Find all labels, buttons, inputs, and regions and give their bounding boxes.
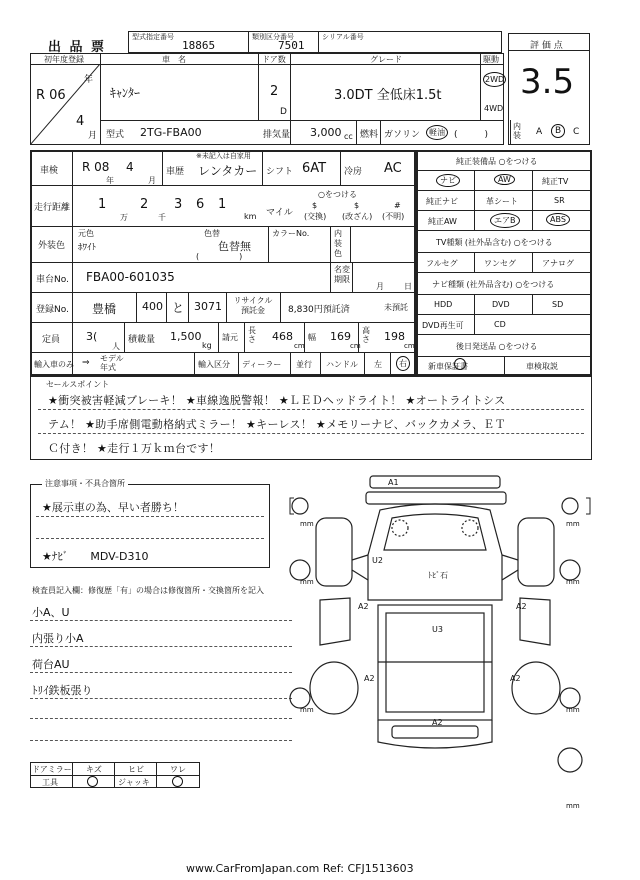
notes-line-1: ★展示車の為、早い者勝ち！ xyxy=(42,501,184,514)
first-reg-label: 初年度登録 xyxy=(44,55,84,64)
import-dealer: ディーラー xyxy=(242,360,282,369)
sales-line-2: テム！ ★助手席側電動格納式ミラー！ ★キーレス！ ★メモリーナビ、バックカメラ、ＥＴ xyxy=(48,418,506,431)
year-suffix: 年 xyxy=(84,75,94,85)
color-label: 外装色 xyxy=(38,241,66,251)
mileage-digit-4: 6 xyxy=(196,197,205,212)
sales-line-1: ★衝突被害軽減ブレーキ！ ★車線逸脱警報！ ★ＬＥＤヘッドライト！ ★オートライトシス xyxy=(48,394,506,407)
car-damage-diagram xyxy=(280,470,600,820)
seiken-label: 請元 xyxy=(222,333,238,342)
navi-hdd: HDD xyxy=(434,300,453,309)
capacity-label: 定員 xyxy=(42,335,61,345)
reg-label: 登録No. xyxy=(36,305,69,315)
handle-label: ハンドル xyxy=(326,360,358,369)
reg-number: 3071 xyxy=(194,300,222,313)
dvd-play-label: DVD再生可 xyxy=(422,321,464,330)
model-code: 2TG-FBA00 xyxy=(140,126,202,139)
length-value: 468 xyxy=(272,330,293,343)
tv-oneseg: ワンセグ xyxy=(484,259,516,268)
interior-b-circled: B xyxy=(551,124,565,138)
import-class-label: 輸入区分 xyxy=(198,360,230,369)
name-change-day: 日 xyxy=(404,282,412,291)
legend-tools: 工具 xyxy=(42,778,58,787)
damage-a2-right: A2 xyxy=(516,602,527,611)
later-header: 後日発送品 ○をつける xyxy=(456,342,538,351)
tread-rr-mm: mm xyxy=(566,706,580,714)
equip-leather: 革シート xyxy=(486,197,518,206)
inspection-year-suffix: 年 xyxy=(106,176,114,185)
inspection-month: 4 xyxy=(126,160,134,174)
original-color: ﾎﾜｲﾄ xyxy=(78,243,97,253)
grade-value: 3.0DT 全低床1.5t xyxy=(334,88,442,103)
legend-door-mirror: ドアミラー xyxy=(32,765,72,774)
inspector-entry-4: ﾄﾘｲ鉄板張り xyxy=(32,684,93,697)
model-cert-label: 型式指定番号 xyxy=(132,33,174,41)
mileage-digit-2: 2 xyxy=(140,197,149,212)
score-value: 3.5 xyxy=(520,62,575,102)
sheet-title: 出 品 票 xyxy=(48,40,107,55)
ac-label: 冷房 xyxy=(344,167,363,177)
drive-4wd: 4WD xyxy=(484,104,504,113)
height-value: 198 xyxy=(384,330,405,343)
navi-dvd: DVD xyxy=(492,300,510,309)
height-unit: cm xyxy=(404,342,415,350)
chassis-number: FBA00-601035 xyxy=(86,270,175,284)
later-warranty: 新車保証書 xyxy=(428,362,468,371)
car-name-label: 車 名 xyxy=(162,55,186,64)
inspection-label: 車検 xyxy=(40,166,59,176)
model-label: 型式 xyxy=(106,130,125,140)
recycle-none: 未預託 xyxy=(384,303,408,312)
car-name: ｷｬﾝﾀｰ xyxy=(110,86,141,100)
fuel-label: 燃料 xyxy=(360,130,379,140)
mile-label: マイル xyxy=(266,208,293,218)
tamper-symbol: $ xyxy=(354,201,360,210)
tv-analog: アナログ xyxy=(542,259,574,268)
door-suffix: D xyxy=(280,107,287,117)
legend-scratch: キズ xyxy=(86,765,102,774)
interior-c: C xyxy=(573,127,580,137)
damage-a2-rear: A2 xyxy=(432,718,443,727)
equip-sunroof: SR xyxy=(554,196,565,205)
inspection-era: R 08 xyxy=(82,160,110,174)
fuel-other: ( ) xyxy=(454,130,489,140)
disp-label: 排気量 xyxy=(263,130,291,140)
class-label: 類別区分番号 xyxy=(252,33,294,41)
unknown-label: (不明) xyxy=(382,212,405,221)
inspector-label: 検査員記入欄：修復歴「有」の場合は修復箇所・交換箇所を記入 xyxy=(32,586,264,595)
month-suffix: 月 xyxy=(88,131,98,141)
capacity-unit: 人 xyxy=(112,342,120,351)
navi-cd: CD xyxy=(494,320,506,329)
fuel-diesel-circled: 軽油 xyxy=(426,125,448,140)
import-arrow: ⇒ xyxy=(82,358,90,368)
drive-2wd-circled: 2WD xyxy=(483,72,506,87)
usage-note: ※未記入は自家用 xyxy=(196,152,251,160)
doors-value: 2 xyxy=(270,84,279,99)
equip-aw-circled: AW xyxy=(494,174,515,185)
color-change-label: 色替 xyxy=(204,229,220,238)
length-unit: cm xyxy=(294,342,305,350)
length-label: 長さ xyxy=(248,326,256,344)
handle-left: 左 xyxy=(374,360,382,369)
name-change-month: 月 xyxy=(376,282,384,291)
mileage-km: km xyxy=(244,212,257,221)
tv-header: TV種類 (社外品含む) ○をつける xyxy=(436,238,553,247)
inspector-entry-2: 内張り小A xyxy=(32,632,84,645)
first-reg-month: 4 xyxy=(76,114,85,129)
handle-right-circled: 右 xyxy=(396,356,410,371)
mileage-digit-1: 1 xyxy=(98,197,107,212)
usage-value: レンタカー xyxy=(198,164,258,178)
ac-value: AC xyxy=(384,161,402,176)
mileage-label: 走行距離 xyxy=(34,203,71,213)
shift-value: 6AT xyxy=(302,161,327,176)
equip-tv: 純正TV xyxy=(542,177,569,186)
chassis-label: 車台No. xyxy=(36,275,69,285)
import-parallel: 並行 xyxy=(296,360,312,369)
drive-label: 駆動 xyxy=(483,55,499,64)
height-label: 高さ xyxy=(362,326,370,344)
damage-u3: U3 xyxy=(432,625,443,634)
sales-line-3: Ｃ付き！ ★走行１万ｋｍ台です！ xyxy=(48,442,221,455)
equip-navi-circled: ナビ xyxy=(436,174,460,187)
footer-watermark: www.CarFromJapan.com Ref: CFJ1513603 xyxy=(186,862,414,875)
first-reg-era: R 06 xyxy=(36,88,66,103)
tread-fr-mm: mm xyxy=(566,520,580,528)
recycle-amount: 8,830円預託済 xyxy=(288,305,350,315)
interior-a: A xyxy=(536,127,543,137)
inspector-entry-3: 荷台AU xyxy=(32,658,70,671)
capacity-value: 3( xyxy=(86,330,98,343)
usage-label: 車歴 xyxy=(166,167,185,177)
doors-label: ドア数 xyxy=(262,55,286,64)
notes-line-2: ★ﾅﾋﾞ MDV-D310 xyxy=(42,550,149,563)
tools-circle xyxy=(87,776,98,787)
damage-a2-left: A2 xyxy=(358,602,369,611)
width-unit: cm xyxy=(350,342,361,350)
diagonal-slash xyxy=(30,64,100,145)
grade-label: グレード xyxy=(370,55,402,64)
color-change-value: 色替無 xyxy=(218,240,251,253)
width-value: 169 xyxy=(330,330,351,343)
equip-airbag-circled: エアB xyxy=(490,213,520,228)
load-unit: kg xyxy=(202,341,212,350)
mileage-note: ○をつける xyxy=(318,190,357,199)
damage-chip: ﾄﾋﾞ石 xyxy=(428,571,448,580)
notes-label: 注意事項・不具合箇所 xyxy=(42,478,128,489)
damage-u2: U2 xyxy=(372,556,383,565)
sales-points-label: セールスポイント xyxy=(46,380,110,389)
model-year-label: モデル年式 xyxy=(100,354,124,372)
reg-area: 豊橋 xyxy=(92,302,117,316)
original-color-label: 元色 xyxy=(78,229,94,238)
mileage-digit-5: 1 xyxy=(218,197,227,212)
import-label: 輸入車のみ xyxy=(34,360,74,369)
width-label: 幅 xyxy=(308,333,316,342)
swap-label: (交換) xyxy=(304,212,327,221)
warranty-circle xyxy=(454,358,466,370)
color-paren: ( ) xyxy=(196,252,243,261)
damage-a2-rear-left: A2 xyxy=(364,674,375,683)
later-manual: 車検取説 xyxy=(526,362,558,371)
interior-color-label: 内装色 xyxy=(334,229,342,258)
interior-label: 内装 xyxy=(513,122,521,140)
tread-spare-mm: mm xyxy=(566,802,580,810)
reg-class: 400 xyxy=(142,300,163,313)
mileage-man: 万 xyxy=(120,213,128,222)
fuel-gasoline: ガソリン xyxy=(384,130,421,140)
legend-break: ワレ xyxy=(170,765,186,774)
mileage-sen: 千 xyxy=(158,213,166,222)
disp-value: 3,000 xyxy=(310,126,342,139)
tread-fl-mm: mm xyxy=(300,520,314,528)
legend-jack: ジャッキ xyxy=(118,778,150,787)
score-label: 評 価 点 xyxy=(530,41,563,51)
inspection-month-suffix: 月 xyxy=(148,176,156,185)
tv-fullseg: フルセグ xyxy=(426,259,458,268)
load-label: 積載量 xyxy=(128,335,156,345)
serial-label: シリアル番号 xyxy=(322,33,364,41)
mileage-digit-3: 3 xyxy=(174,197,183,212)
inspector-entry-1: 小A、U xyxy=(32,606,70,619)
equipment-header: 純正装備品 ○をつける xyxy=(456,157,538,166)
disp-unit: cc xyxy=(344,132,353,141)
equip-genuine-navi: 純正ナビ xyxy=(426,197,458,206)
navi-header: ナビ種類 (社外品含む) ○をつける xyxy=(432,280,555,289)
tread-mr-mm: mm xyxy=(566,578,580,586)
equip-genuine-aw: 純正AW xyxy=(428,217,457,226)
damage-a1-bumper: A1 xyxy=(388,478,399,487)
jack-circle xyxy=(172,776,183,787)
shift-label: シフト xyxy=(266,167,294,177)
load-value: 1,500 xyxy=(170,330,202,343)
navi-sd: SD xyxy=(552,300,564,309)
tamper-label: (改ざん) xyxy=(342,212,373,221)
name-change-label: 名変期限 xyxy=(334,265,350,284)
damage-a2-rear-right: A2 xyxy=(510,674,521,683)
recycle-label: リサイクル預託金 xyxy=(233,296,273,315)
reg-kana: と xyxy=(172,301,185,315)
class-value: 7501 xyxy=(278,39,305,52)
legend-crack: ヒビ xyxy=(128,765,144,774)
unknown-symbol: # xyxy=(394,201,401,210)
swap-symbol: $ xyxy=(312,201,318,210)
tread-rl-mm: mm xyxy=(300,706,314,714)
tread-ml-mm: mm xyxy=(300,578,314,586)
equip-abs-circled: ABS xyxy=(546,213,570,226)
color-no-label: カラーNo. xyxy=(272,229,310,238)
model-cert-value: 18865 xyxy=(182,39,216,52)
